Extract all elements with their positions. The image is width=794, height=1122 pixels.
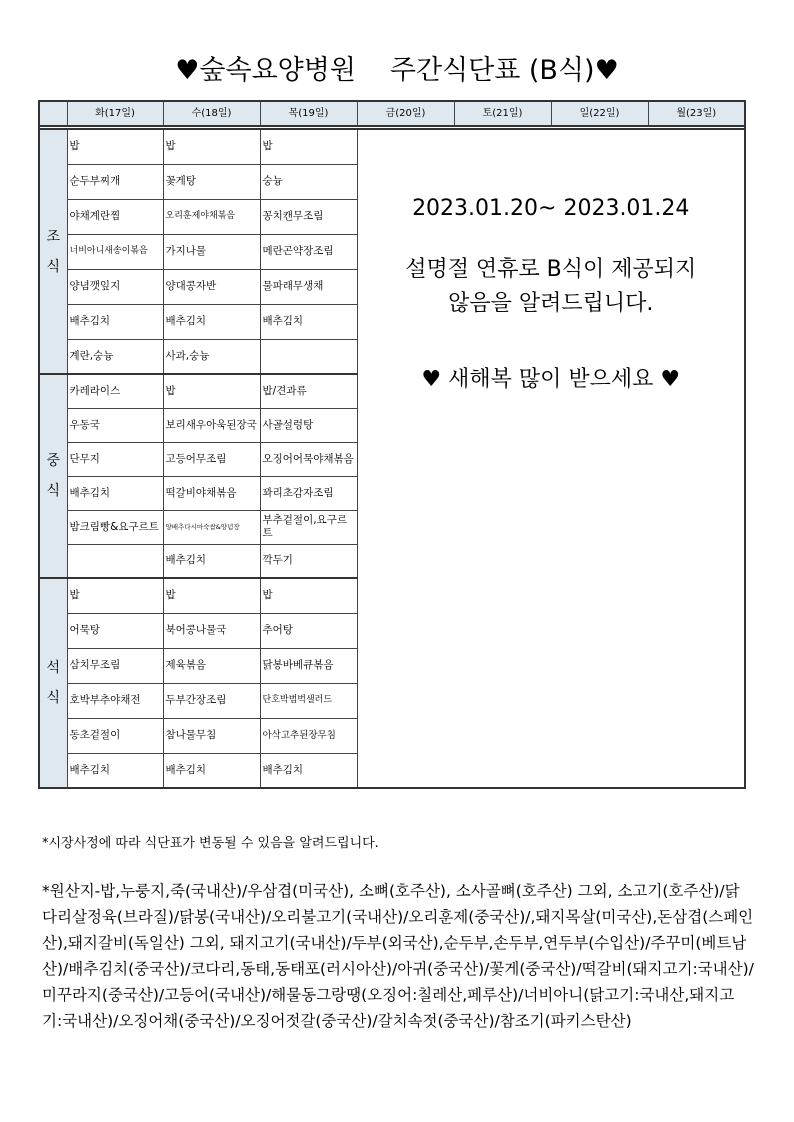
menu-cell: 호박부추야채전 <box>67 683 163 718</box>
menu-cell: 닭봉바베큐볶음 <box>260 648 357 683</box>
menu-cell: 야채계란찜 <box>67 199 163 234</box>
menu-cell: 양배추다시마숙쌈&양념장 <box>163 510 260 544</box>
menu-cell: 밥 <box>260 578 357 613</box>
menu-cell: 배추김치 <box>260 753 357 788</box>
new-year-greeting: ♥ 새해복 많이 받으세요 ♥ <box>421 367 681 392</box>
menu-cell: 메란곤약장조림 <box>260 234 357 269</box>
menu-cell: 우동국 <box>67 408 163 442</box>
menu-cell <box>67 544 163 578</box>
menu-change-footnote: *시장사정에 따라 식단표가 변동될 수 있음을 알려드립니다. <box>42 836 379 851</box>
menu-cell: 북어콩나물국 <box>163 613 260 648</box>
menu-cell: 꽈리초감자조림 <box>260 476 357 510</box>
weekly-menu-table <box>38 100 746 789</box>
title-hospital: ♥숲속요양병원 <box>175 55 356 86</box>
menu-cell: 밥 <box>163 129 260 164</box>
menu-cell: 가지나물 <box>163 234 260 269</box>
menu-cell: 어묵탕 <box>67 613 163 648</box>
table-row <box>39 129 745 164</box>
menu-cell: 배추김치 <box>163 544 260 578</box>
notice-date-range: 2023.01.20~ 2023.01.24 <box>412 196 690 221</box>
page-title <box>0 48 794 87</box>
menu-cell: 참나물무침 <box>163 718 260 753</box>
menu-cell: 밥 <box>260 129 357 164</box>
menu-cell: 삼치무조림 <box>67 648 163 683</box>
menu-cell: 동초겉절이 <box>67 718 163 753</box>
day-header-row <box>39 101 745 126</box>
day-header: 토(21일) <box>454 101 551 126</box>
menu-cell: 밥/견과류 <box>260 374 357 408</box>
menu-cell: 너비아니새송이볶음 <box>67 234 163 269</box>
menu-cell: 고등어무조림 <box>163 442 260 476</box>
menu-cell: 부추겉절이,요구르트 <box>260 510 357 544</box>
menu-cell: 보리새우아욱된장국 <box>163 408 260 442</box>
menu-cell: 깍두기 <box>260 544 357 578</box>
origin-statement: *원산지-밥,누룽지,죽(국내산)/우삼겹(미국산), 소뼈(호주산), 소사골뼈(호주산) 그외, 소고기(호주산)/닭다리살정육(브라질)/닭봉(국내산)/오리불고기(국내산)/오리훈제(중국산)/,돼지목살(미국산),돈삼겹(스페인산),돼지갈비(독일산) 그외, 돼지고기(국내산)/두부(외국산),순두부,손두부,연두부(수입산)/주꾸미(베트남산)/배추김치(중국산)/코다리,동태,동태포(러시아산)/아귀(중국산)/꽃게(중국산)/떡갈비(돼지고기:국내산)/미꾸라지(중국산)/고등어(국내산)/해물동그랑땡(오징어:칠레산,페루산)/너비아니(닭고기:국내산,돼지고기:국내산)/오징어채(중국산)/오징어젓갈(중국산)/갈치속젓(중국산)/참조기(파키스탄산) <box>42 882 754 1030</box>
menu-cell: 단무지 <box>67 442 163 476</box>
menu-cell: 꽁치캔무조림 <box>260 199 357 234</box>
menu-cell: 떡갈비야채볶음 <box>163 476 260 510</box>
menu-cell: 양대콩자반 <box>163 269 260 304</box>
day-header: 월(23일) <box>648 101 745 126</box>
meal-label-dinner: 석 식 <box>39 578 67 788</box>
menu-cell: 계란,숭늉 <box>67 339 163 374</box>
header-corner <box>39 101 67 126</box>
title-menu: 주간식단표 (B식)♥ <box>389 55 619 86</box>
menu-cell: 밤크림빵&요구르트 <box>67 510 163 544</box>
menu-cell: 카레라이스 <box>67 374 163 408</box>
menu-cell: 제육볶음 <box>163 648 260 683</box>
menu-cell: 사골설렁탕 <box>260 408 357 442</box>
day-header: 수(18일) <box>163 101 260 126</box>
menu-cell: 물파래무생채 <box>260 269 357 304</box>
menu-cell: 양념깻잎지 <box>67 269 163 304</box>
menu-cell: 사과,숭늉 <box>163 339 260 374</box>
menu-cell: 배추김치 <box>260 304 357 339</box>
menu-cell: 배추김치 <box>67 304 163 339</box>
menu-cell: 오리훈제야채볶음 <box>163 199 260 234</box>
menu-cell: 밥 <box>163 374 260 408</box>
holiday-notice <box>357 129 745 788</box>
menu-cell: 숭늉 <box>260 164 357 199</box>
menu-cell: 배추김치 <box>163 304 260 339</box>
menu-cell: 순두부찌개 <box>67 164 163 199</box>
menu-cell: 배추김치 <box>67 476 163 510</box>
menu-cell: 꽃게탕 <box>163 164 260 199</box>
menu-cell: 배추김치 <box>163 753 260 788</box>
menu-cell: 밥 <box>67 578 163 613</box>
menu-cell <box>260 339 357 374</box>
menu-cell: 오징어어묵야채볶음 <box>260 442 357 476</box>
menu-cell: 추어탕 <box>260 613 357 648</box>
day-header: 화(17일) <box>67 101 163 126</box>
day-header: 목(19일) <box>260 101 357 126</box>
day-header: 금(20일) <box>357 101 454 126</box>
day-header: 일(22일) <box>551 101 648 126</box>
menu-cell: 밥 <box>163 578 260 613</box>
menu-cell: 두부간장조림 <box>163 683 260 718</box>
menu-cell: 아삭고추된장무침 <box>260 718 357 753</box>
menu-cell: 밥 <box>67 129 163 164</box>
menu-cell: 배추김치 <box>67 753 163 788</box>
notice-message: 설명절 연휴로 B식이 제공되지 않음을 알려드립니다. <box>405 257 697 316</box>
meal-label-lunch: 중 식 <box>39 374 67 578</box>
menu-cell: 단호박범벅샐러드 <box>260 683 357 718</box>
meal-label-breakfast: 조 식 <box>39 129 67 374</box>
